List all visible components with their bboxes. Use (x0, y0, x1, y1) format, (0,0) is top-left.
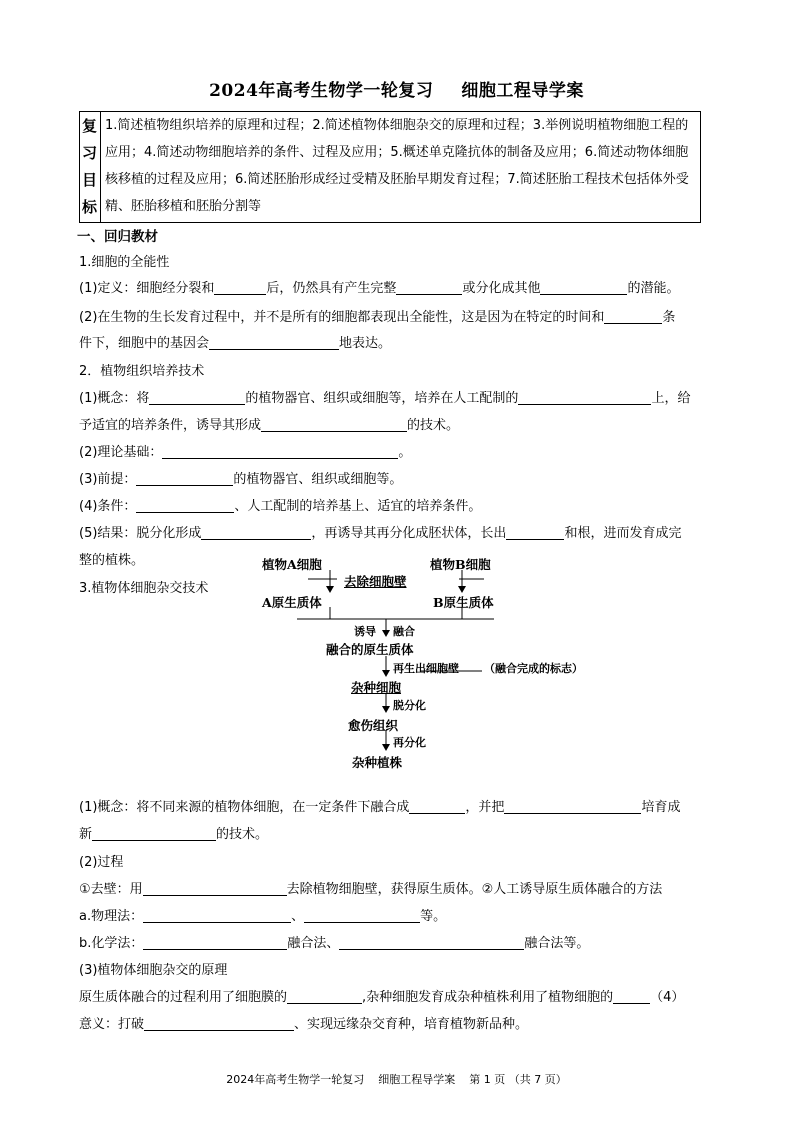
diagram-dediff: 脱分化 (393, 699, 426, 712)
s3-line3: (2)过程 (79, 855, 124, 870)
s2-line5: (4)条件： 、人工配制的培养基上、适宜的培养条件。 (79, 499, 482, 514)
blank (144, 1016, 294, 1031)
diagram-cell-b: 植物B细胞 (430, 557, 491, 572)
blank (143, 935, 287, 950)
blank (339, 935, 524, 950)
diagram-proto-a: A原生质体 (262, 595, 322, 610)
blank (92, 826, 216, 841)
diagram-hybrid-plant: 杂种植株 (352, 755, 403, 770)
objectives-text: 1.简述植物组织培养的原理和过程；2.简述植物体细胞杂交的原理和过程；3.举例说明植物细胞工程的应用；4.简述动物细胞培养的条件、过程及应用；5.概述单克隆抗体的制备及应用；6.简述动物体细胞核移植的过程及应用；6.简述胚胎形成经过受精及胚胎早期发育过程；7.简述胚胎工程技术包括体外受精、胚胎移植和胚胎分割等 (105, 118, 689, 214)
blank (143, 908, 291, 923)
blank (143, 881, 287, 896)
s2-line3: (2)理论基础： 。 (79, 445, 412, 460)
s2-line1: (1)概念：将 的植物器官、组织或细胞等，培养在人工配制的 上，给 (79, 391, 691, 406)
s3-line8: 原生质体融合的过程利用了细胞膜的 ,杂种细胞发育成杂种植株利用了植物细胞的 （4） (79, 990, 685, 1005)
title-part2: 细胞工程导学案 (461, 81, 584, 101)
s2-line6: (5)结果：脱分化形成 ，再诱导其再分化成胚状体，长出 和根，进而发育成完 (79, 526, 682, 541)
blank (409, 799, 465, 814)
label-char: 习 (82, 144, 98, 162)
s1-line1: (1)定义：细胞经分裂和 后，仍然具有产生完整 或分化成其他 的潜能。 (79, 281, 680, 296)
s3-heading: 3.植物体细胞杂交技术 (79, 581, 209, 596)
arrowhead (382, 670, 390, 677)
blank (504, 799, 641, 814)
s3-line4: ①去壁：用 去除植物细胞壁，获得原生质体。②人工诱导原生质体融合的方法 (79, 882, 663, 897)
arrowhead (382, 630, 390, 637)
diagram-hybrid-cell: 杂种细胞 (351, 680, 402, 695)
s1-line2: (2)在生物的生长发育过程中，并不是所有的细胞都表现出全能性，这是因为在特定的时间和 条 (79, 310, 676, 325)
label-char: 目 (82, 171, 98, 189)
section-heading: 一、回归教材 (77, 229, 158, 245)
blank (287, 989, 362, 1004)
diagram-rediff: 再分化 (393, 736, 426, 749)
s3-line5: a.物理法： 、 等。 (79, 909, 447, 924)
s2-line4: (3)前提： 的植物器官、组织或细胞等。 (79, 472, 403, 487)
diagram-remove-wall: 去除细胞壁 (344, 574, 407, 589)
title-part1: 2024年高考生物学一轮复习 (209, 81, 434, 101)
s2-line7: 整的植株。 (79, 553, 145, 568)
arrowhead (458, 586, 466, 593)
diagram-regen: 再生出细胞壁 (393, 662, 459, 675)
diagram-induce: 诱导 (354, 625, 376, 638)
diagram-fuse: 融合 (393, 625, 415, 638)
s3-line9: 意义：打破 、实现远缘杂交育种，培育植物新品种。 (79, 1017, 529, 1032)
s3-line2: 新 的技术。 (79, 827, 269, 842)
label-char: 标 (82, 198, 98, 216)
diagram-regen-note: （融合完成的标志） (484, 662, 583, 675)
s2-heading: 2．植物组织培养技术 (79, 364, 205, 379)
diagram-cell-a: 植物A细胞 (262, 557, 322, 572)
s1-line3: 件下，细胞中的基因会 地表达。 (79, 336, 392, 351)
diagram-proto-b: B原生质体 (433, 595, 494, 610)
s1-heading: 1.细胞的全能性 (79, 255, 170, 270)
s3-line6: b.化学法： 融合法、 融合法等。 (79, 936, 590, 951)
blank (613, 989, 650, 1004)
arrowhead (382, 744, 390, 751)
diagram-fused-protoplast: 融合的原生质体 (326, 642, 414, 657)
arrowhead (382, 706, 390, 713)
s2-line2: 予适宜的培养条件，诱导其形成 的技术。 (79, 418, 460, 433)
s3-line1: (1)概念：将不同来源的植物体细胞，在一定条件下融合成 ，并把 培育成 (79, 800, 681, 815)
blank (304, 908, 420, 923)
label-char: 复 (82, 117, 98, 135)
arrowhead (326, 586, 334, 593)
s3-line7: (3)植物体细胞杂交的原理 (79, 963, 228, 978)
page-footer: 2024年高考生物学一轮复习 细胞工程导学案 第 1 页 （共 7 页） (226, 1073, 567, 1086)
diagram-callus: 愈伤组织 (348, 718, 399, 733)
